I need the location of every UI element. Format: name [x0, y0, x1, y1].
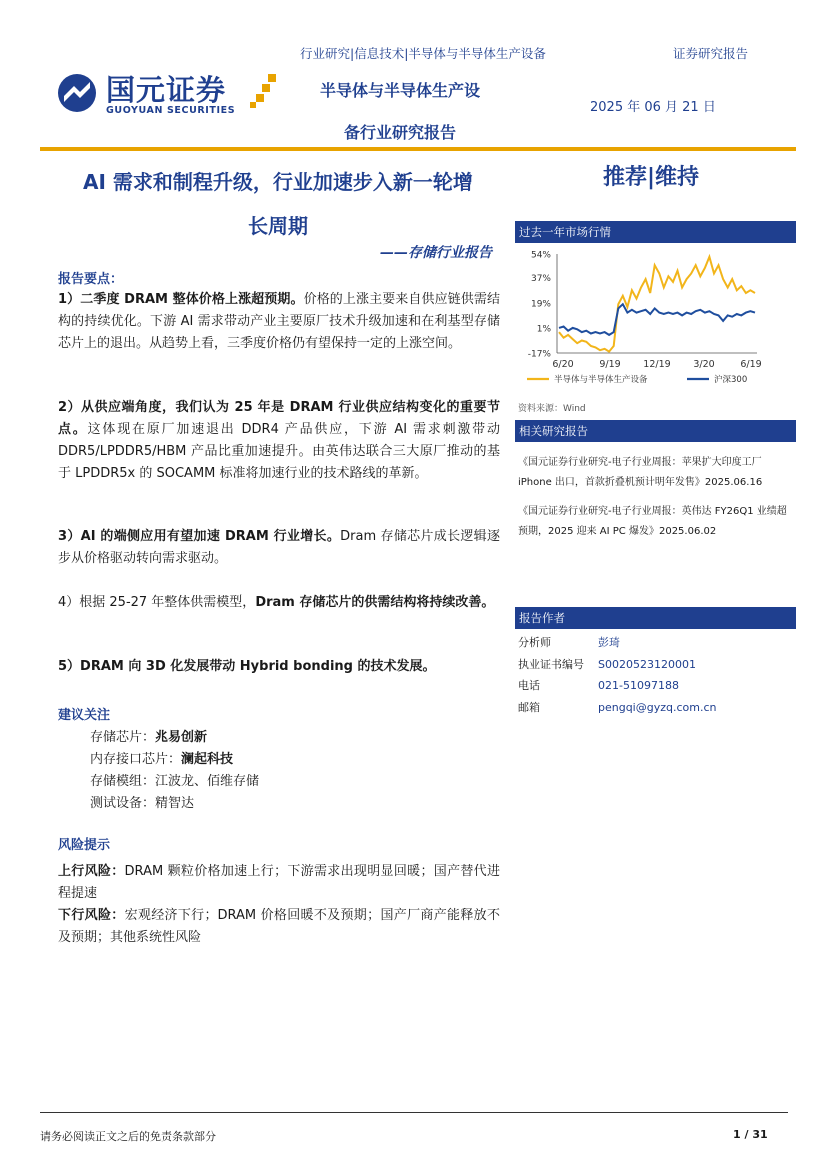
- summary-heading: 报告要点：: [58, 272, 124, 287]
- risk-up-text: DRAM 颗粒价格加速上行；下游需求出现明显回暖；国产替代进程提速: [58, 864, 500, 901]
- market-chart-svg: [515, 243, 796, 393]
- summary-section: [58, 268, 500, 287]
- related-report-1: [518, 453, 796, 493]
- suggest-label: 内存接口芯片：: [90, 752, 182, 767]
- related-report-2: [518, 502, 796, 542]
- risk-up-label: 上行风险：: [58, 864, 125, 879]
- point-4-bold: Dram 存储芯片的供需结构将持续改善。: [255, 595, 495, 610]
- point-2-text: 这体现在原厂加速退出 DDR4 产品供应，下游 AI 需求刺激带动 DDR5/LPDDR5/HBM 产品比重加速提升。由英伟达联合三大原厂推动的基于 LPDDR5x 的 SOCAMM 标准将加速行业的技术路线的革新。: [58, 422, 500, 481]
- suggest-label: 测试设备：: [90, 796, 156, 811]
- summary-point-1: [58, 289, 500, 355]
- point-2-bold: 2）从供应端角度，我们认为 25 年是 DRAM 行业供应结构变化的重要节点。: [58, 400, 500, 437]
- author-email[interactable]: pengqi@gyzq.com.cn: [598, 700, 717, 714]
- risk-down: [58, 905, 500, 949]
- logo-mark-icon: [56, 72, 98, 114]
- summary-point-3: [58, 526, 500, 570]
- suggest-list: [90, 727, 500, 815]
- x-tick-label: 6/19: [740, 359, 762, 370]
- suggest-value: 精智达: [155, 796, 195, 811]
- doc-title-line2: 备行业研究报告: [343, 123, 456, 142]
- related-heading: 相关研究报告: [515, 420, 796, 442]
- author-row: [518, 675, 796, 697]
- x-tick-label: 3/20: [693, 359, 715, 370]
- author-row: [518, 654, 796, 676]
- risk-section: [58, 834, 500, 949]
- author-value: 彭琦: [598, 636, 620, 649]
- y-tick-label: 19%: [530, 299, 551, 310]
- related-report-1-line1: 《国元证券行业研究-电子行业周报：苹果扩大印度工厂: [518, 457, 762, 468]
- author-row: [518, 632, 796, 654]
- author-key: 邮箱: [518, 700, 540, 714]
- report-date: 2025 年 06 月 21 日: [590, 100, 716, 115]
- y-tick-label: 37%: [530, 274, 551, 285]
- suggest-item: [90, 793, 500, 815]
- author-value: 021-51097188: [598, 679, 679, 692]
- header-divider: [40, 147, 796, 151]
- x-tick-label: 6/20: [552, 359, 574, 370]
- category-path: 行业研究|信息技术|半导体与半导体生产设备: [300, 46, 546, 61]
- author-table: [518, 632, 796, 718]
- legend-label-csi300: 沪深300: [714, 375, 748, 385]
- page-number: 1 / 31: [733, 1128, 768, 1141]
- author-row: [518, 697, 796, 719]
- suggest-value: 澜起科技: [181, 752, 234, 767]
- point-1-text: 价格的上涨主要来自供应链供需结构的持续优化。下游 AI 需求带动产业主要原厂技术升级加速和在利基型存储芯片上的退出。从趋势上看，三季度价格仍有望保持一定的上涨空间。: [58, 292, 500, 351]
- legend-label-semiconductor: 半导体与半导体生产设备: [554, 375, 648, 385]
- y-tick-label: -17%: [527, 349, 551, 360]
- y-tick-label: 54%: [530, 250, 551, 261]
- x-tick-label: 9/19: [599, 359, 621, 370]
- author-heading: 报告作者: [515, 607, 796, 629]
- market-heading: 过去一年市场行情: [515, 221, 796, 243]
- series-line-semiconductor: [559, 257, 755, 352]
- point-5-bold: 5）DRAM 向 3D 化发展带动 Hybrid bonding 的技术发展。: [58, 659, 436, 674]
- x-tick-label: 12/19: [643, 359, 671, 370]
- suggest-heading: 建议关注: [58, 708, 111, 723]
- summary-point-4: [58, 592, 500, 614]
- header-categories: [300, 44, 800, 62]
- logo-chinese: 国元证券: [106, 73, 227, 107]
- suggest-section: [58, 704, 500, 815]
- market-chart: [515, 243, 796, 393]
- related-report-2-line2: 预期，2025 迎来 AI PC 爆发》2025.06.02: [518, 526, 717, 537]
- risk-down-label: 下行风险：: [58, 908, 125, 923]
- author-key: 分析师: [518, 636, 551, 649]
- footer-divider: [40, 1112, 788, 1113]
- point-1-bold: 1）二季度 DRAM 整体价格上涨超预期。: [58, 292, 304, 307]
- rating: 推荐|维持: [603, 165, 700, 190]
- main-title-line2: 长周期: [248, 214, 308, 238]
- author-key: 执业证书编号: [518, 657, 584, 671]
- summary-point-2: [58, 397, 500, 485]
- main-title-line1: AI 需求和制程升级，行业加速步入新一轮增: [83, 170, 473, 194]
- suggest-label: 存储芯片：: [90, 730, 156, 745]
- suggest-value: 江波龙、佰维存储: [155, 774, 260, 789]
- suggest-label: 存储模组：: [90, 774, 156, 789]
- author-value: S0020523120001: [598, 657, 696, 671]
- sub-title: ——存储行业报告: [380, 245, 492, 261]
- risk-heading: 风险提示: [58, 838, 111, 853]
- series-line-csi300: [559, 304, 755, 335]
- summary-point-5: [58, 656, 500, 678]
- doc-title-line1: 半导体与半导体生产设: [319, 81, 480, 100]
- logo-english: GUOYUAN SECURITIES: [106, 105, 236, 116]
- chart-source: 资料来源：Wind: [518, 404, 586, 414]
- main-title: [58, 160, 498, 248]
- suggest-item: [90, 771, 500, 793]
- point-3-bold: 3）AI 的端侧应用有望加速 DRAM 行业增长。: [58, 529, 341, 544]
- suggest-value: 兆易创新: [155, 730, 208, 745]
- point-4-pre: 4）根据 25-27 年整体供需模型，: [58, 595, 256, 610]
- company-logo: [56, 68, 286, 124]
- related-report-1-line2: iPhone 出口，首款折叠机预计明年发售》2025.06.16: [518, 477, 763, 488]
- related-report-2-line1: 《国元证券行业研究-电子行业周报：英伟达 FY26Q1 业绩超: [518, 506, 787, 517]
- report-type: 证券研究报告: [672, 46, 748, 61]
- author-key: 电话: [518, 679, 540, 692]
- suggest-item: [90, 727, 500, 749]
- footer-disclaimer: 请务必阅读正文之后的免责条款部分: [40, 1130, 216, 1143]
- doc-title: [300, 70, 500, 154]
- logo-steps-icon: [246, 72, 286, 112]
- risk-down-text: 宏观经济下行；DRAM 价格回暖不及预期；国产厂商产能释放不及预期；其他系统性风险: [58, 908, 500, 945]
- suggest-item: [90, 749, 500, 771]
- risk-up: [58, 861, 500, 905]
- point-3-text: Dram 存储芯片成长逻辑逐步从价格驱动转向需求驱动。: [58, 529, 500, 566]
- y-tick-label: 1%: [536, 324, 551, 335]
